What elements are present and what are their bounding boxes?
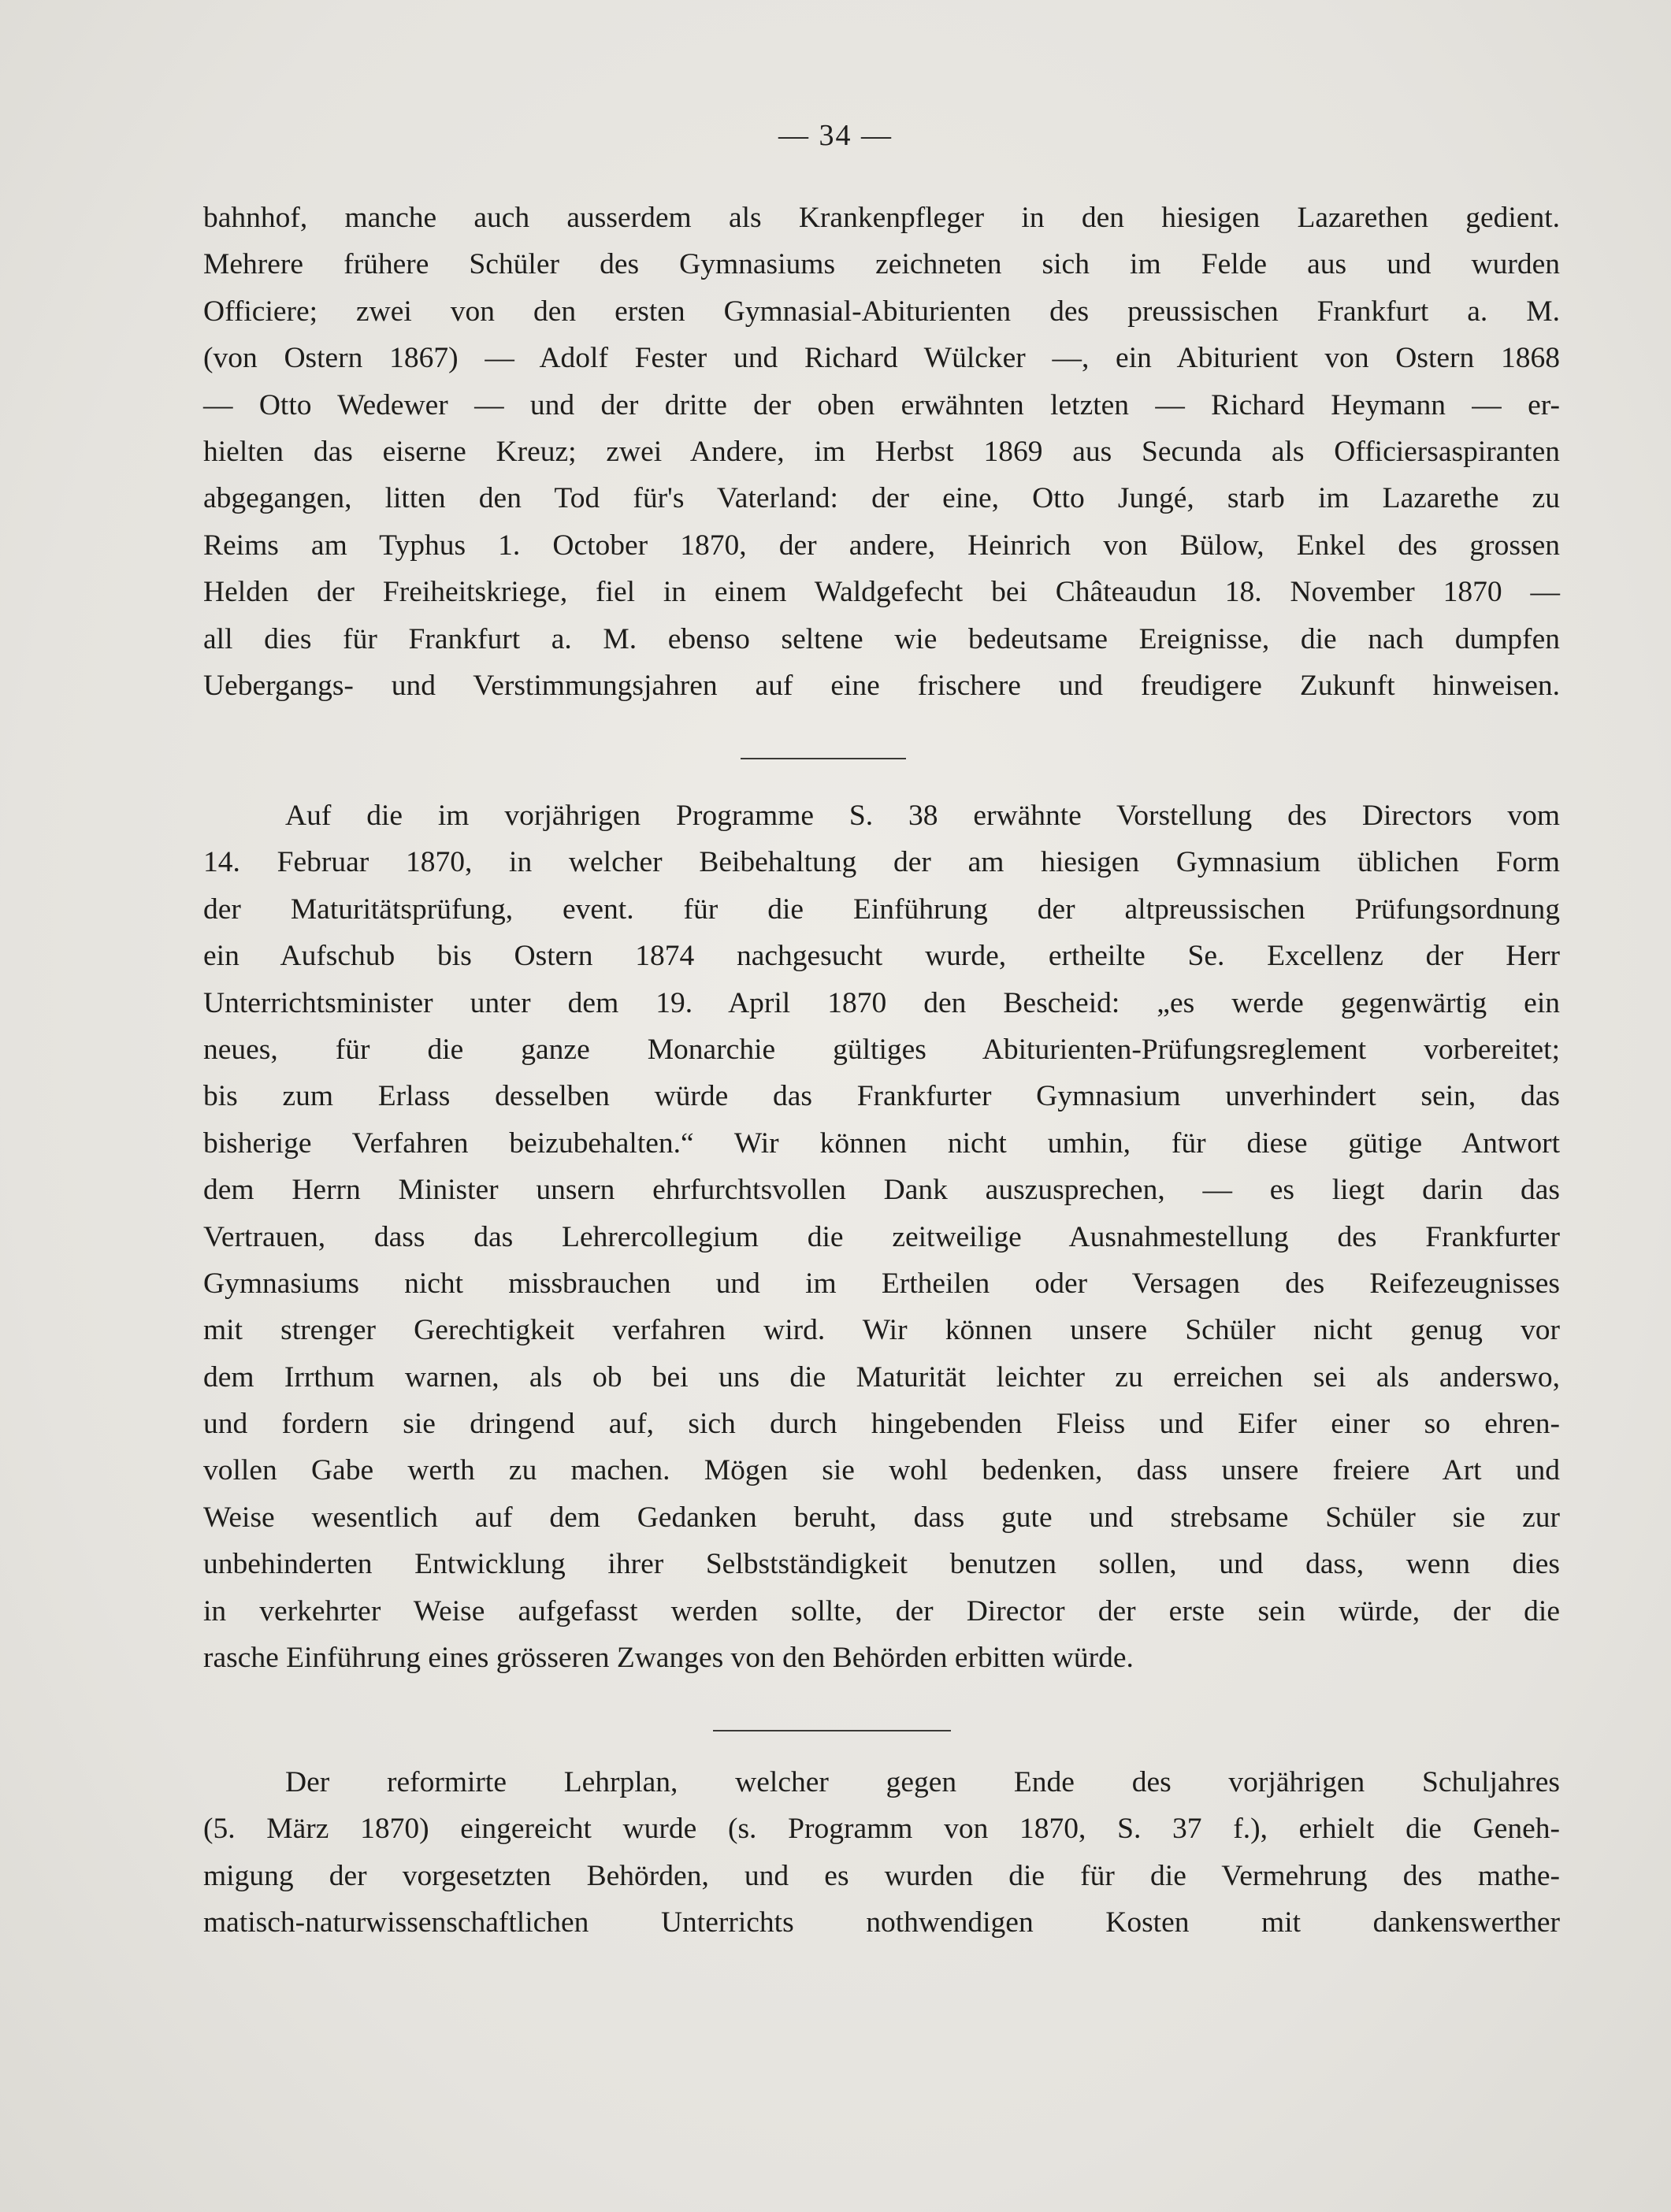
paragraph-2 (203, 792, 1560, 1681)
text-line: der Maturitätsprüfung, event. für die Einführung der altpreussischen Prüfungsordnung (203, 893, 1560, 926)
text-line: abgegangen, litten den Tod für's Vaterland: der eine, Otto Jungé, starb im Lazarethe zu (203, 482, 1560, 515)
text-line: Der reformirte Lehrplan, welcher gegen Ende des vorjährigen Schuljahres (285, 1766, 1560, 1798)
text-line: in verkehrter Weise aufgefasst werden sollte, der Director der erste sein würde, der die (203, 1594, 1560, 1627)
paragraph-1 (203, 195, 1560, 709)
text-line: Reims am Typhus 1. October 1870, der andere, Heinrich von Bülow, Enkel des grossen (203, 529, 1560, 562)
text-line: hielten das eiserne Kreuz; zwei Andere, im Herbst 1869 aus Secunda als Officiersaspiranten (203, 435, 1560, 468)
text-line: 14. Februar 1870, in welcher Beibehaltung der am hiesigen Gymnasium üblichen Form (203, 846, 1560, 879)
text-line: Helden der Freiheitskriege, fiel in einem Waldgefecht bei Châteaudun 18. November 1870 — (203, 576, 1560, 609)
paragraph-3 (203, 1759, 1560, 1947)
text-line: matisch-naturwissenschaftlichen Unterrichts nothwendigen Kosten mit dankenswerther (203, 1906, 1560, 1939)
text-line: dem Herrn Minister unsern ehrfurchtsvollen Dank auszusprechen, — es liegt darin das (203, 1174, 1560, 1207)
text-line: Weise wesentlich auf dem Gedanken beruht, dass gute und strebsame Schüler sie zur (203, 1501, 1560, 1534)
text-line: und fordern sie dringend auf, sich durch hingebenden Fleiss und Eifer einer so ehren- (203, 1408, 1560, 1441)
text-line: bis zum Erlass desselben würde das Frankfurter Gymnasium unverhindert sein, das (203, 1080, 1560, 1113)
text-line: migung der vorgesetzten Behörden, und es wurden die für die Vermehrung des mathe- (203, 1859, 1560, 1892)
text-line: vollen Gabe werth zu machen. Mögen sie wohl bedenken, dass unsere freiere Art und (203, 1454, 1560, 1487)
text-line: — Otto Wedewer — und der dritte der oben erwähnten letzten — Richard Heymann — er- (203, 388, 1560, 421)
text-line: Vertrauen, dass das Lehrercollegium die zeitweilige Ausnahmestellung des Frankfurter (203, 1220, 1560, 1253)
text-line: Officiere; zwei von den ersten Gymnasial-Abiturienten des preussischen Frankfurt a. M. (203, 295, 1560, 328)
page-number: — 34 — (778, 119, 893, 152)
text-line: Auf die im vorjährigen Programme S. 38 erwähnte Vorstellung des Directors vom (285, 800, 1560, 832)
text-line: Mehrere frühere Schüler des Gymnasiums zeichneten sich im Felde aus und wurden (203, 248, 1560, 281)
text-line: bahnhof, manche auch ausserdem als Krankenpfleger in den hiesigen Lazarethen gedient. (203, 202, 1560, 234)
text-line: Uebergangs- und Verstimmungsjahren auf eine frischere und freudigere Zukunft hinweisen. (203, 669, 1560, 702)
text-line: Gymnasiums nicht missbrauchen und im Ertheilen oder Versagen des Reifezeugnisses (203, 1267, 1560, 1300)
text-line: unbehinderten Entwicklung ihrer Selbstständigkeit benutzen sollen, und dass, wenn dies (203, 1548, 1560, 1581)
section-divider (713, 1730, 951, 1731)
text-line: ein Aufschub bis Ostern 1874 nachgesucht wurde, ertheilte Se. Excellenz der Herr (203, 940, 1560, 973)
text-line: neues, für die ganze Monarchie gültiges Abiturienten-Prüfungsreglement vorbereitet; (203, 1033, 1560, 1066)
text-line: Unterrichtsminister unter dem 19. April 1870 den Bescheid: „es werde gegenwärtig ein (203, 986, 1560, 1019)
section-divider (741, 758, 906, 759)
text-line: bisherige Verfahren beizubehalten.“ Wir können nicht umhin, für diese gütige Antwort (203, 1126, 1560, 1160)
text-line: mit strenger Gerechtigkeit verfahren wird. Wir können unsere Schüler nicht genug vor (203, 1314, 1560, 1347)
text-line: (5. März 1870) eingereicht wurde (s. Programm von 1870, S. 37 f.), erhielt die Geneh- (203, 1813, 1560, 1846)
text-line: dem Irrthum warnen, als ob bei uns die Maturität leichter zu erreichen sei als anderswo, (203, 1360, 1560, 1394)
text-line: (von Ostern 1867) — Adolf Fester und Richard Wülcker —, ein Abiturient von Ostern 1868 (203, 342, 1560, 375)
text-line: rasche Einführung eines grösseren Zwanges von den Behörden erbitten würde. (203, 1642, 1134, 1675)
text-line: all dies für Frankfurt a. M. ebenso seltene wie bedeutsame Ereignisse, die nach dumpfen (203, 622, 1560, 655)
